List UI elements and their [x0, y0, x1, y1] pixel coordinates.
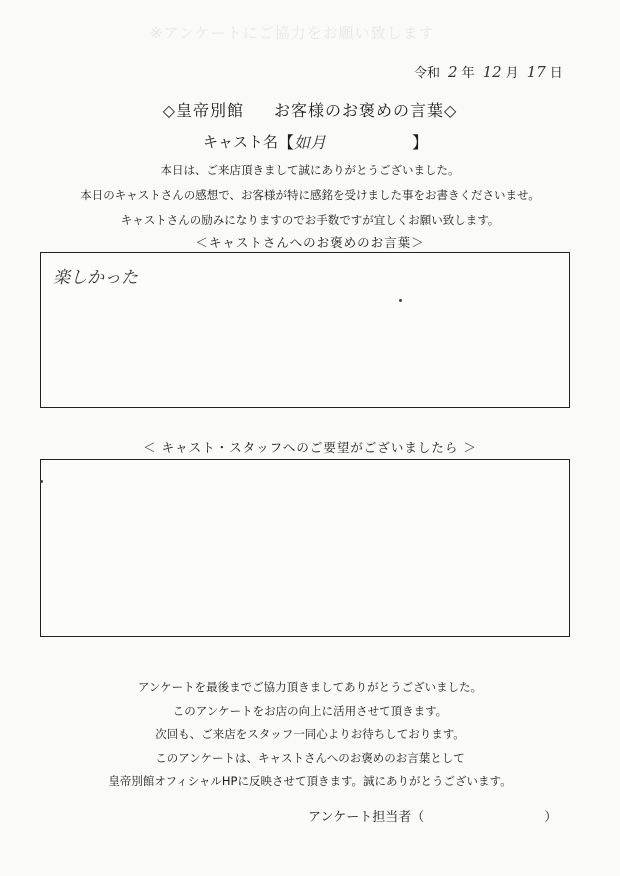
compliment-box[interactable] [40, 252, 570, 408]
open-bracket: 【 [278, 133, 295, 152]
intro-line: 本日は、ご来店頂きまして誠にありがとうございました。 [160, 163, 460, 177]
responsible-blank[interactable] [424, 806, 544, 825]
date-line [414, 62, 563, 81]
year-label: 年 [461, 66, 475, 81]
day-label: 日 [549, 66, 563, 81]
cast-name-value: 如月 [294, 133, 327, 152]
compliment-handwriting: 楽しかった [53, 268, 138, 288]
day-value: 17 [526, 63, 546, 81]
close-bracket: 】 [412, 133, 429, 152]
year-value: 2 [448, 63, 458, 81]
responsible-label: アンケート担当者（ [308, 810, 425, 825]
month-label: 月 [505, 66, 519, 81]
title-right: お客様のお褒めの言葉◇ [274, 101, 458, 120]
closing-line: このアンケートは、キャストさんへのお褒めのお言葉として [155, 750, 465, 765]
compliment-heading: ＜キャストさんへのお褒めのお言葉＞ [195, 235, 425, 250]
responsible-close: ） [544, 810, 558, 825]
closing-line: このアンケートをお店の向上に活用させて頂きます。 [172, 703, 448, 718]
request-box[interactable] [40, 459, 570, 637]
closing-line: 次回も、ご来店をスタッフ一同心よりお待ちしております。 [155, 727, 465, 741]
closing-text [0, 676, 620, 794]
pen-mark [399, 299, 402, 302]
responsible-person-field [308, 806, 557, 825]
intro-line: キャストさんの励みになりますのでお手数ですが宜しくお願い致します。 [120, 213, 500, 227]
show-through-title: ※アンケートにご協力をお願い致します [150, 24, 435, 42]
intro-line: 本日のキャストさんの感想で、お客様が特に感銘を受けました事をお書きくださいませ。 [80, 188, 540, 202]
request-heading: ＜ キャスト・スタッフへのご要望がございましたら ＞ [143, 440, 477, 455]
era-label: 令和 [414, 66, 441, 81]
closing-line: 皇帝別館オフィシャルHPに反映させて頂きます。誠にありがとうございます。 [108, 774, 512, 788]
cast-name-label: キャスト名 [203, 133, 279, 151]
intro-text [0, 158, 620, 233]
cast-name-field [203, 130, 428, 153]
pen-mark [40, 480, 43, 483]
month-value: 12 [482, 63, 502, 81]
closing-line: アンケートを最後までご協力頂きましてありがとうございました。 [137, 680, 483, 694]
title-left: ◇皇帝別館 [162, 101, 244, 120]
page-title [0, 98, 620, 121]
